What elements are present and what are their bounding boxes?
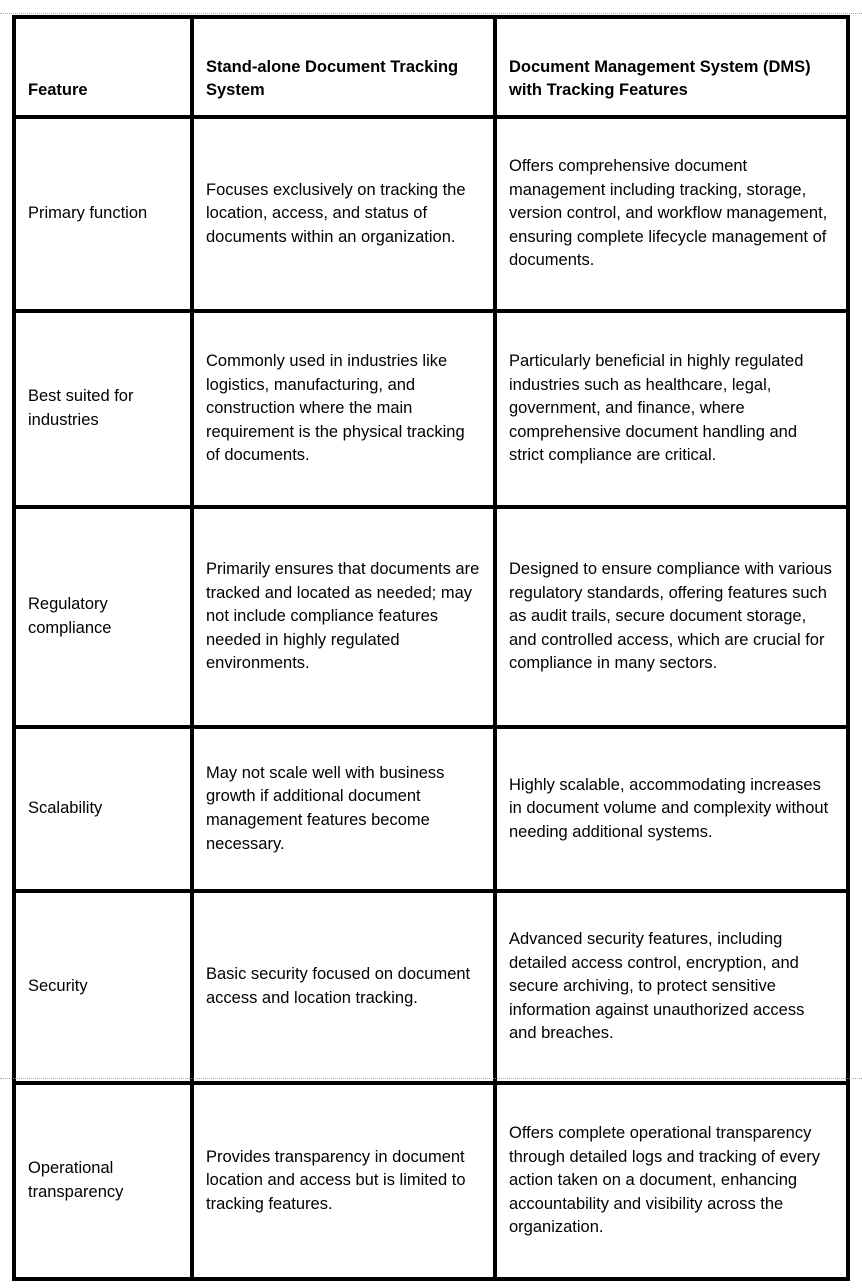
comparison-table-container (12, 15, 846, 1281)
column-header-standalone-label: Stand-alone Document Tracking System (206, 57, 459, 100)
cell-dms (495, 117, 848, 311)
cell-dms (495, 891, 848, 1083)
column-header-feature (14, 17, 192, 117)
cell-standalone (192, 727, 495, 891)
column-header-feature-label: Feature (28, 81, 88, 100)
cell-standalone (192, 1083, 495, 1279)
cell-dms-text: Designed to ensure compliance with various regulatory standards, offering features such as audit trails, secure document storage, and controlled access, which are crucial for compliance in many sectors. (509, 560, 832, 673)
table-header-row (14, 17, 848, 117)
cell-standalone-text: Provides transparency in document location and access but is limited to tracking features. (206, 1147, 466, 1213)
page-break-rule-middle (0, 1078, 862, 1079)
table-row (14, 891, 848, 1083)
table-row (14, 1083, 848, 1279)
row-header-feature (14, 727, 192, 891)
cell-feature: Operational transparency (28, 1159, 124, 1201)
cell-standalone-text: Focuses exclusively on tracking the location, access, and status of documents within an organization. (206, 180, 466, 246)
cell-standalone-text: Basic security focused on document access and location tracking. (206, 965, 471, 1007)
row-header-feature (14, 311, 192, 507)
table-header (14, 17, 848, 117)
cell-feature: Scalability (28, 799, 103, 818)
cell-dms-text: Offers complete operational transparency through detailed logs and tracking of every action taken on a document, enhancing accountability and visibility across the organization. (509, 1124, 820, 1237)
cell-standalone (192, 507, 495, 727)
column-header-dms (495, 17, 848, 117)
cell-feature: Security (28, 977, 88, 996)
comparison-table (12, 15, 850, 1281)
table-row (14, 117, 848, 311)
cell-dms-text: Offers comprehensive document management including tracking, storage, version control, and workflow management, ensuring complete lifecycle management of documents. (509, 157, 828, 270)
cell-dms-text: Advanced security features, including detailed access control, encryption, and secure archiving, to protect sensitive information against unauthorized access and breaches. (509, 930, 805, 1043)
cell-standalone-text: Commonly used in industries like logistics, manufacturing, and construction where the main requirement is the physical tracking of documents. (206, 352, 465, 465)
table-row (14, 727, 848, 891)
cell-standalone-text: Primarily ensures that documents are tracked and located as needed; may not include compliance features needed in highly regulated environments. (206, 560, 480, 673)
cell-dms (495, 1083, 848, 1279)
row-header-feature (14, 891, 192, 1083)
cell-dms (495, 727, 848, 891)
page-break-rule-top (0, 13, 862, 14)
cell-standalone (192, 117, 495, 311)
cell-dms (495, 311, 848, 507)
column-header-standalone (192, 17, 495, 117)
table-body (14, 117, 848, 1279)
row-header-feature (14, 117, 192, 311)
cell-dms-text: Highly scalable, accommodating increases in document volume and complexity without needing additional systems. (509, 775, 829, 841)
row-header-feature (14, 1083, 192, 1279)
table-row (14, 507, 848, 727)
cell-standalone-text: May not scale well with business growth if additional document management features become necessary. (206, 763, 445, 853)
table-row (14, 311, 848, 507)
cell-feature: Primary function (28, 204, 148, 223)
cell-dms-text: Particularly beneficial in highly regulated industries such as healthcare, legal, government, and finance, where comprehensive document handling and strict compliance are critical. (509, 352, 804, 465)
cell-feature: Best suited for industries (28, 387, 134, 429)
cell-feature: Regulatory compliance (28, 595, 112, 637)
column-header-dms-label: Document Management System (DMS) with Tracking Features (509, 57, 811, 100)
row-header-feature (14, 507, 192, 727)
cell-standalone (192, 311, 495, 507)
cell-dms (495, 507, 848, 727)
cell-standalone (192, 891, 495, 1083)
